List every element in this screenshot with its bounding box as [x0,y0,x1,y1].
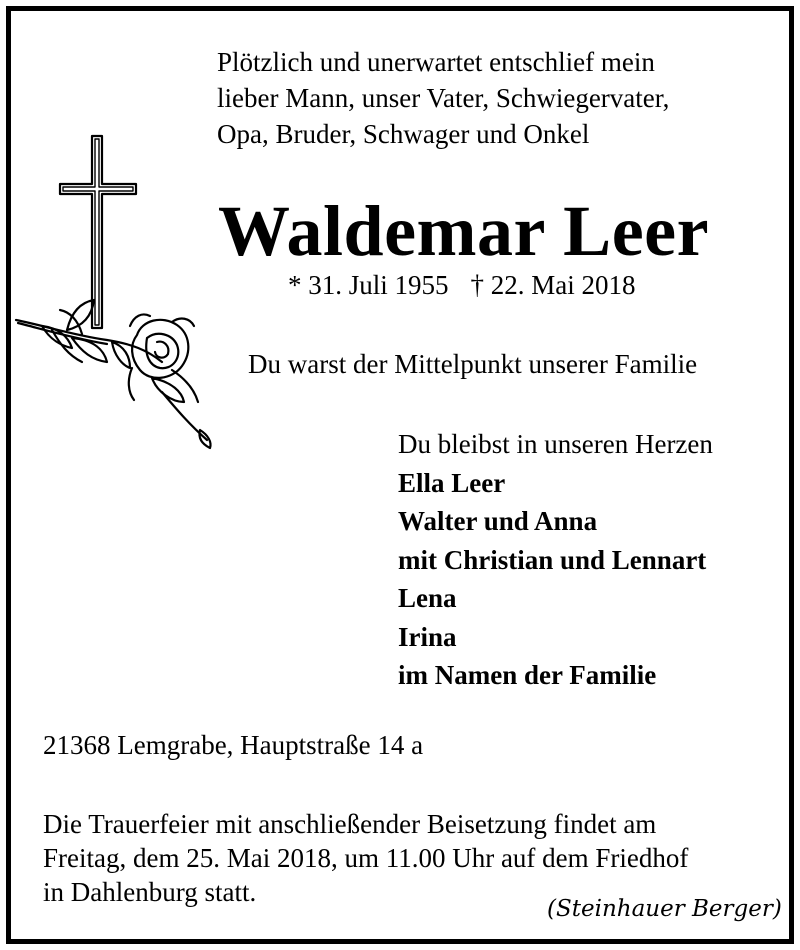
mourners-block [398,425,713,695]
mourner-name: Irina [398,621,457,652]
cross-with-rose-icon [12,130,222,450]
intro-line: Plötzlich und unerwartet entschlief mein [217,47,655,77]
mourner-name: mit Christian und Lennart [398,544,707,575]
mourner-name: Lena [398,583,457,613]
mourner-name: im Namen der Familie [398,660,657,690]
address: 21368 Lemgrabe, Hauptstraße 14 a [43,730,424,760]
stonemason-signature: (Steinhauer Berger) [547,896,782,922]
intro-line: lieber Mann, unser Vater, Schwiegervater, [217,83,670,113]
ceremony-line: in Dahlenburg statt. [43,877,257,907]
ceremony-notice [43,807,688,909]
mourners-lead: Du bleibst in unseren Herzen [398,429,713,459]
intro-text [217,44,737,152]
death-date: † 22. Mai 2018 [470,270,636,300]
intro-line: Opa, Bruder, Schwager und Onkel [217,119,590,149]
ceremony-line: Freitag, dem 25. Mai 2018, um 11.00 Uhr auf dem Friedhof [43,843,689,873]
ceremony-line: Die Trauerfeier mit anschließender Beisetzung findet am [43,809,657,839]
mourner-name: Ella Leer [398,467,506,498]
birth-date: * 31. Juli 1955 [288,270,449,300]
mourner-name: Walter und Anna [398,506,598,536]
deceased-name: Waldemar Leer [218,191,710,271]
life-dates [288,268,636,302]
motto: Du warst der Mittelpunkt unserer Familie [248,349,698,379]
